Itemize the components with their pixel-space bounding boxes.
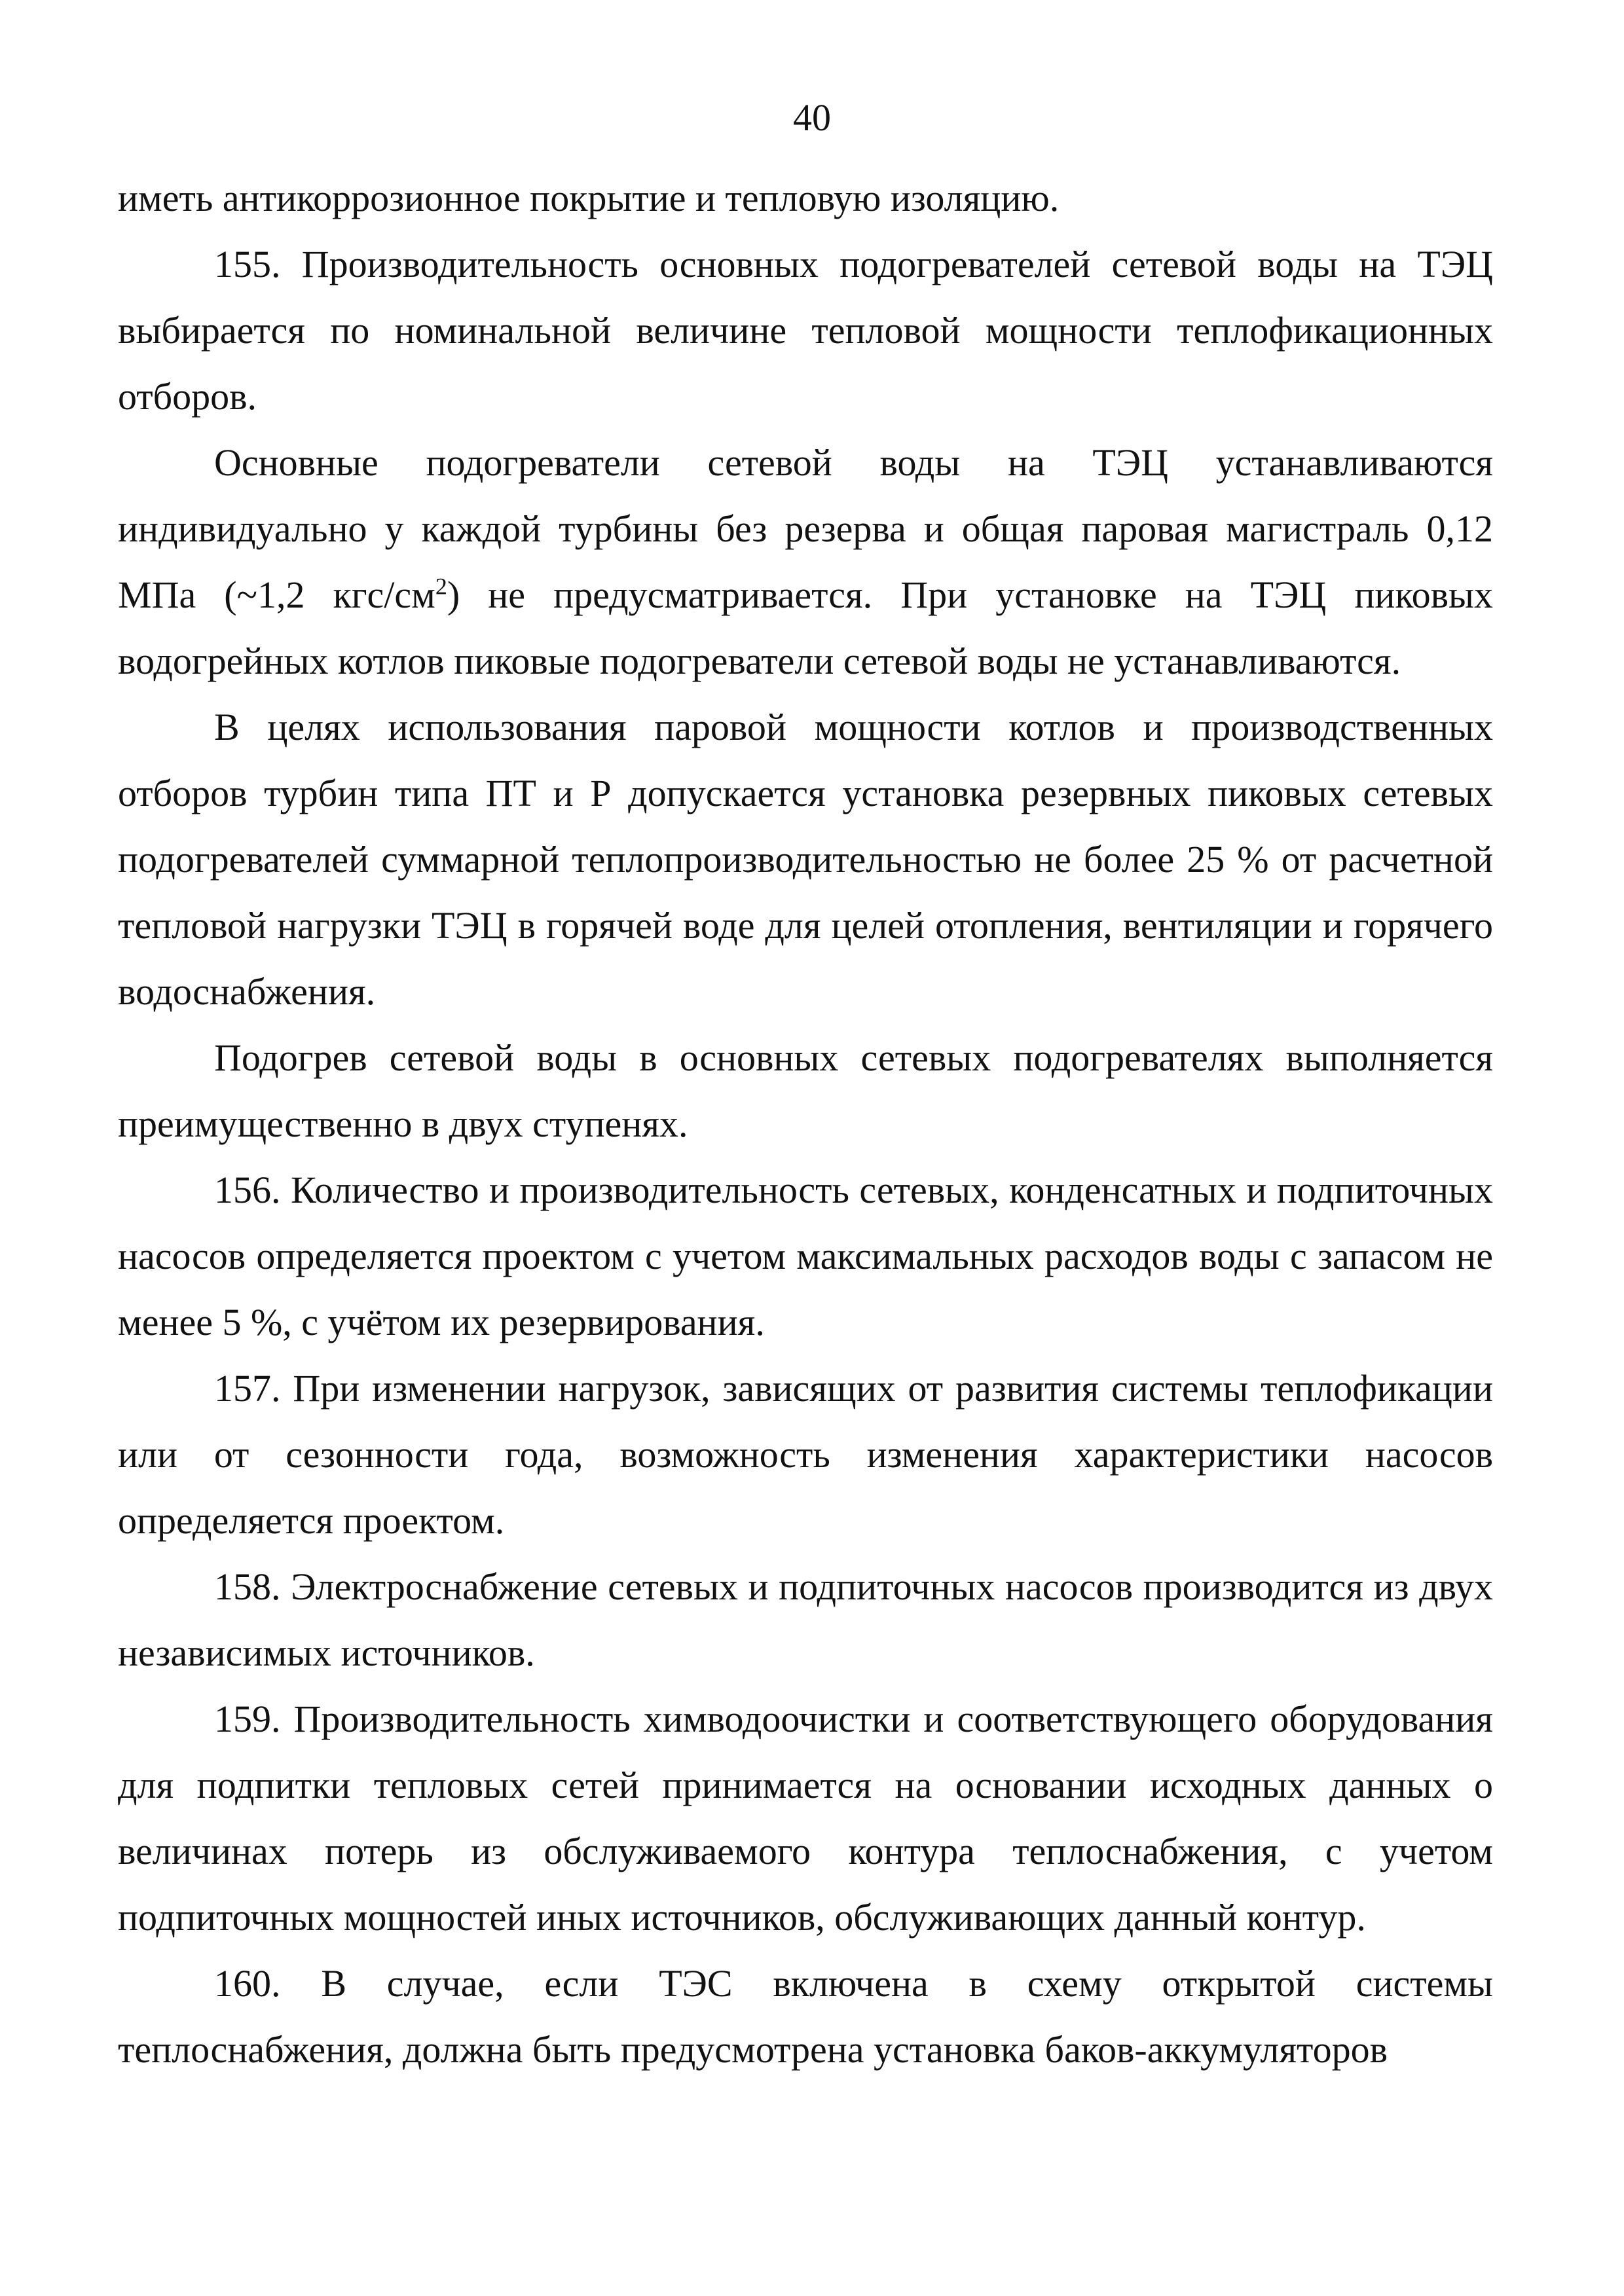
paragraph-continuation: иметь антикоррозионное покрытие и тепловую изоляцию. [118,177,1060,219]
paragraph-158: 158. Электроснабжение сетевых и подпиточных насосов производится из двух независимых источников. [118,1565,1493,1674]
paragraph-160: 160. В случае, если ТЭС включена в схему открытой системы теплоснабжения, должна быть предусмотрена установка баков-аккумуляторов [118,1962,1493,2071]
paragraph-155-heating-stages: Подогрев сетевой воды в основных сетевых подогревателях выполняется преимущественно в двух ступенях. [118,1036,1493,1145]
document-body [118,165,1493,2083]
paragraph-155: 155. Производительность основных подогревателей сетевой воды на ТЭЦ выбирается по номинальной величине тепловой мощности теплофикационных отборов. [118,243,1493,418]
paragraph-157: 157. При изменении нагрузок, зависящих от развития системы теплофикации или от сезонности года, возможность изменения характеристики насосов определяется проектом. [118,1367,1493,1542]
superscript-squared: 2 [435,573,447,600]
paragraph-155-heaters-text-end: ) не предусматривается. При установке на ТЭЦ пиковых водогрейных котлов пиковые подогреватели сетевой воды не устанавливаются. [118,574,1494,682]
page-number: 40 [793,96,831,139]
paragraph-155-heaters-text-start: Основные подогреватели сетевой воды на ТЭЦ устанавливаются индивидуально у каждой турбины без резерва и общая паровая магистраль 0,12 МПа (~1,2 кгс/см [118,441,1493,616]
paragraph-159: 159. Производительность химводоочистки и соответствующего оборудования для подпитки тепловых сетей принимается на основании исходных данных о величинах потерь из обслуживаемого контура теплоснабжения, с учетом подпиточных мощностей иных источников, обслуживающих данный контур. [118,1698,1493,1939]
paragraph-155-reserve-heaters: В целях использования паровой мощности котлов и производственных отборов турбин типа ПТ и Р допускается установка резервных пиковых сетевых подогревателей суммарной теплопроизводительностью не более 25 % от расчетной тепловой нагрузки ТЭЦ в горячей воде для целей отопления, вентиляции и горячего водоснабжения. [118,706,1493,1013]
paragraph-155-heaters-installation [118,429,1493,694]
paragraph-156: 156. Количество и производительность сетевых, конденсатных и подпиточных насосов определяется проектом с учетом максимальных расходов воды с запасом не менее 5 %, с учётом их резервирования. [118,1169,1493,1343]
